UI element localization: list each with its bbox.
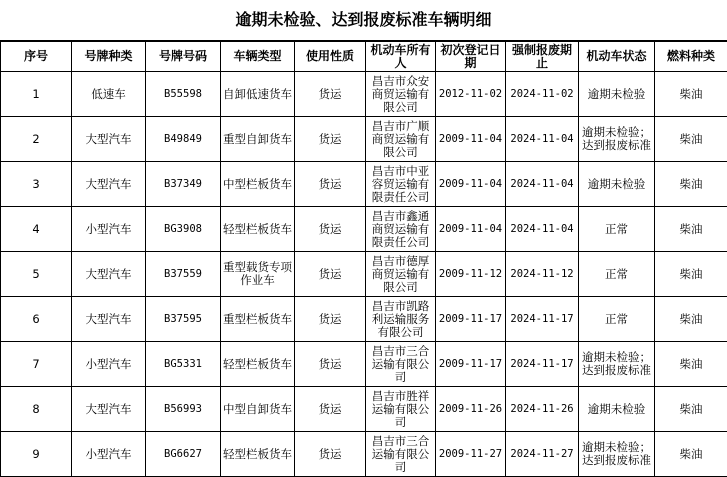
cell-owner[interactable]: 昌吉市广顺商贸运输有限公司 xyxy=(366,117,436,162)
cell-usage[interactable]: 货运 xyxy=(295,207,366,252)
table-row xyxy=(1,387,727,432)
table-row xyxy=(1,72,727,117)
cell-vehicle-type[interactable]: 重型载货专项作业车 xyxy=(221,252,295,297)
cell-scrap-date[interactable]: 2024-11-04 xyxy=(506,117,579,162)
cell-plate-type[interactable]: 大型汽车 xyxy=(72,297,146,342)
table-row xyxy=(1,432,727,477)
cell-status[interactable]: 逾期未检验 xyxy=(579,387,655,432)
table-row xyxy=(1,342,727,387)
cell-reg-date[interactable]: 2009-11-17 xyxy=(436,297,506,342)
cell-vehicle-type[interactable]: 轻型栏板货车 xyxy=(221,342,295,387)
cell-plate-type[interactable]: 大型汽车 xyxy=(72,117,146,162)
cell-owner[interactable]: 昌吉市三合运输有限公司 xyxy=(366,432,436,477)
cell-owner[interactable]: 昌吉市鑫通商贸运输有限责任公司 xyxy=(366,207,436,252)
cell-plate-no[interactable]: BG3908 xyxy=(146,207,221,252)
col-header-fuel[interactable]: 燃料种类 xyxy=(655,42,727,72)
vehicle-table xyxy=(0,41,727,477)
cell-usage[interactable]: 货运 xyxy=(295,252,366,297)
cell-reg-date[interactable]: 2009-11-26 xyxy=(436,387,506,432)
cell-owner[interactable]: 昌吉市德厚商贸运输有限公司 xyxy=(366,252,436,297)
cell-no[interactable]: 8 xyxy=(1,387,72,432)
cell-plate-no[interactable]: B37349 xyxy=(146,162,221,207)
cell-usage[interactable]: 货运 xyxy=(295,342,366,387)
cell-no[interactable]: 7 xyxy=(1,342,72,387)
cell-no[interactable]: 2 xyxy=(1,117,72,162)
cell-plate-type[interactable]: 低速车 xyxy=(72,72,146,117)
cell-usage[interactable]: 货运 xyxy=(295,432,366,477)
table-row xyxy=(1,207,727,252)
cell-reg-date[interactable]: 2009-11-04 xyxy=(436,117,506,162)
col-header-status[interactable]: 机动车状态 xyxy=(579,42,655,72)
cell-fuel[interactable]: 柴油 xyxy=(655,162,727,207)
cell-no[interactable]: 3 xyxy=(1,162,72,207)
cell-no[interactable]: 1 xyxy=(1,72,72,117)
cell-vehicle-type[interactable]: 轻型栏板货车 xyxy=(221,432,295,477)
cell-reg-date[interactable]: 2012-11-02 xyxy=(436,72,506,117)
table-row xyxy=(1,162,727,207)
cell-scrap-date[interactable]: 2024-11-17 xyxy=(506,342,579,387)
cell-owner[interactable]: 昌吉市凯路利运输服务有限公司 xyxy=(366,297,436,342)
cell-vehicle-type[interactable]: 重型自卸货车 xyxy=(221,117,295,162)
cell-fuel[interactable]: 柴油 xyxy=(655,252,727,297)
sheet-title: 逾期未检验、达到报废标准车辆明细 xyxy=(0,0,727,41)
cell-status[interactable]: 逾期未检验；达到报废标准 xyxy=(579,432,655,477)
cell-plate-type[interactable]: 小型汽车 xyxy=(72,432,146,477)
cell-owner[interactable]: 昌吉市众安商贸运输有限公司 xyxy=(366,72,436,117)
cell-fuel[interactable]: 柴油 xyxy=(655,342,727,387)
cell-plate-no[interactable]: B37559 xyxy=(146,252,221,297)
cell-plate-no[interactable]: B49849 xyxy=(146,117,221,162)
cell-plate-type[interactable]: 大型汽车 xyxy=(72,162,146,207)
cell-plate-no[interactable]: B56993 xyxy=(146,387,221,432)
table-row xyxy=(1,252,727,297)
cell-fuel[interactable]: 柴油 xyxy=(655,432,727,477)
cell-owner[interactable]: 昌吉市中亚容贸运输有限责任公司 xyxy=(366,162,436,207)
cell-plate-no[interactable]: B37595 xyxy=(146,297,221,342)
cell-fuel[interactable]: 柴油 xyxy=(655,387,727,432)
col-header-owner[interactable]: 机动车所有人 xyxy=(366,42,436,72)
cell-scrap-date[interactable]: 2024-11-02 xyxy=(506,72,579,117)
table-row xyxy=(1,297,727,342)
cell-fuel[interactable]: 柴油 xyxy=(655,72,727,117)
cell-usage[interactable]: 货运 xyxy=(295,117,366,162)
col-header-plate-no[interactable]: 号牌号码 xyxy=(146,42,221,72)
cell-status[interactable]: 正常 xyxy=(579,207,655,252)
cell-scrap-date[interactable]: 2024-11-26 xyxy=(506,387,579,432)
cell-status[interactable]: 逾期未检验；达到报废标准 xyxy=(579,117,655,162)
cell-vehicle-type[interactable]: 重型栏板货车 xyxy=(221,297,295,342)
cell-vehicle-type[interactable]: 轻型栏板货车 xyxy=(221,207,295,252)
col-header-scrap-date[interactable]: 强制报废期止 xyxy=(506,42,579,72)
cell-plate-no[interactable]: B55598 xyxy=(146,72,221,117)
cell-vehicle-type[interactable]: 中型栏板货车 xyxy=(221,162,295,207)
cell-scrap-date[interactable]: 2024-11-27 xyxy=(506,432,579,477)
cell-reg-date[interactable]: 2009-11-17 xyxy=(436,342,506,387)
cell-no[interactable]: 9 xyxy=(1,432,72,477)
cell-usage[interactable]: 货运 xyxy=(295,162,366,207)
cell-status[interactable]: 逾期未检验 xyxy=(579,162,655,207)
col-header-reg-date[interactable]: 初次登记日期 xyxy=(436,42,506,72)
cell-vehicle-type[interactable]: 中型自卸货车 xyxy=(221,387,295,432)
col-header-usage[interactable]: 使用性质 xyxy=(295,42,366,72)
cell-plate-type[interactable]: 小型汽车 xyxy=(72,342,146,387)
cell-plate-no[interactable]: BG5331 xyxy=(146,342,221,387)
cell-status[interactable]: 逾期未检验 xyxy=(579,72,655,117)
cell-vehicle-type[interactable]: 自卸低速货车 xyxy=(221,72,295,117)
cell-reg-date[interactable]: 2009-11-12 xyxy=(436,252,506,297)
cell-scrap-date[interactable]: 2024-11-04 xyxy=(506,162,579,207)
cell-status[interactable]: 逾期未检验；达到报废标准 xyxy=(579,342,655,387)
cell-scrap-date[interactable]: 2024-11-12 xyxy=(506,252,579,297)
cell-fuel[interactable]: 柴油 xyxy=(655,117,727,162)
cell-scrap-date[interactable]: 2024-11-04 xyxy=(506,207,579,252)
cell-no[interactable]: 4 xyxy=(1,207,72,252)
col-header-no[interactable]: 序号 xyxy=(1,42,72,72)
cell-reg-date[interactable]: 2009-11-27 xyxy=(436,432,506,477)
cell-plate-type[interactable]: 小型汽车 xyxy=(72,207,146,252)
cell-status[interactable]: 正常 xyxy=(579,297,655,342)
col-header-vehicle-type[interactable]: 车辆类型 xyxy=(221,42,295,72)
table-row xyxy=(1,117,727,162)
header-row xyxy=(1,42,727,72)
cell-owner[interactable]: 昌吉市三合运输有限公司 xyxy=(366,342,436,387)
cell-no[interactable]: 6 xyxy=(1,297,72,342)
cell-scrap-date[interactable]: 2024-11-17 xyxy=(506,297,579,342)
cell-status[interactable]: 正常 xyxy=(579,252,655,297)
cell-plate-type[interactable]: 大型汽车 xyxy=(72,252,146,297)
cell-reg-date[interactable]: 2009-11-04 xyxy=(436,162,506,207)
cell-plate-type[interactable]: 大型汽车 xyxy=(72,387,146,432)
cell-no[interactable]: 5 xyxy=(1,252,72,297)
cell-usage[interactable]: 货运 xyxy=(295,72,366,117)
cell-usage[interactable]: 货运 xyxy=(295,297,366,342)
cell-fuel[interactable]: 柴油 xyxy=(655,207,727,252)
cell-usage[interactable]: 货运 xyxy=(295,387,366,432)
cell-plate-no[interactable]: BG6627 xyxy=(146,432,221,477)
cell-fuel[interactable]: 柴油 xyxy=(655,297,727,342)
cell-reg-date[interactable]: 2009-11-04 xyxy=(436,207,506,252)
col-header-plate-type[interactable]: 号牌种类 xyxy=(72,42,146,72)
cell-owner[interactable]: 昌吉市胜祥运输有限公司 xyxy=(366,387,436,432)
